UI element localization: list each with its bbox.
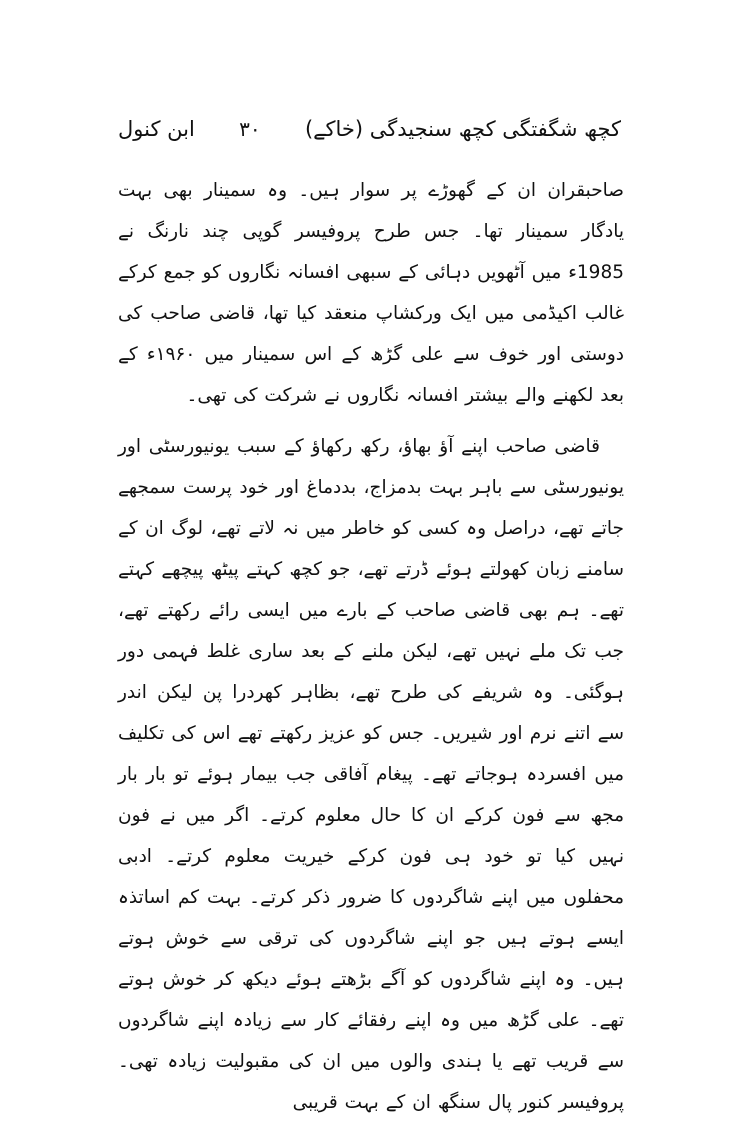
author-name: ابن کنول — [118, 117, 195, 141]
paragraph-2: قاضی صاحب اپنے آؤ بھاؤ، رکھ رکھاؤ کے سبب یونیورسٹی اور یونیورسٹی سے باہر بہت بدمزاج، بددماغ اور خود پرست سمجھے جاتے تھے، دراصل وہ کسی کو خاطر میں نہ لاتے تھے، لوگ ان کے سامنے زبان کھولتے ہوئے ڈرتے تھے، جو کچھ کہتے پیٹھ پیچھے کہتے تھے۔ ہم بھی قاضی صاحب کے بارے میں ایسی رائے رکھتے تھے، جب تک ملے نہیں تھے، لیکن ملنے کے بعد ساری غلط فہمی دور ہوگئی۔ وہ شریفے کی طرح تھے، بظاہر کھردرا پن لیکن اندر سے اتنے نرم اور شیریں۔ جس کو عزیز رکھتے تھے اس کی تکلیف میں افسردہ ہوجاتے تھے۔ پیغام آفاقی جب بیمار ہوئے تو بار بار مجھ سے فون کرکے ان کا حال معلوم کرتے۔ اگر میں نے فون نہیں کیا تو خود ہی فون کرکے خیریت معلوم کرتے۔ ادبی محفلوں میں اپنے شاگردوں کا ضرور ذکر کرتے۔ بہت کم اساتذہ ایسے ہوتے ہیں جو اپنے شاگردوں کی ترقی سے خوش ہوتے ہیں۔ وہ اپنے شاگردوں کو آگے بڑھتے ہوئے دیکھ کر خوش ہوتے تھے۔ علی گڑھ میں وہ اپنے رفقائے کار سے زیادہ اپنے شاگردوں سے قریب تھے یا ہندی والوں میں ان کی مقبولیت زیادہ تھی۔ پروفیسر کنور پال سنگھ ان کے بہت قریبی — [118, 436, 624, 1113]
page-body — [118, 170, 624, 1123]
paragraph-1: صاحبقران ان کے گھوڑے پر سوار ہیں۔ وہ سمینار بھی بہت یادگار سمینار تھا۔ جس طرح پروفیسر گوپی چند نارنگ نے 1985ء میں آٹھویں دہائی کے سبھی افسانہ نگاروں کو جمع کرکے غالب اکیڈمی میں ایک ورکشاپ منعقد کیا تھا، قاضی صاحب کی دوستی اور خوف سے علی گڑھ کے اس سمینار میں ۱۹۶۰ء کے بعد لکھنے والے بیشتر افسانہ نگاروں نے شرکت کی تھی۔ — [118, 180, 624, 406]
page-header — [118, 112, 621, 146]
running-title: کچھ شگفتگی کچھ سنجیدگی (خاکے) — [304, 117, 621, 141]
page-number: ۳۰ — [239, 117, 261, 141]
